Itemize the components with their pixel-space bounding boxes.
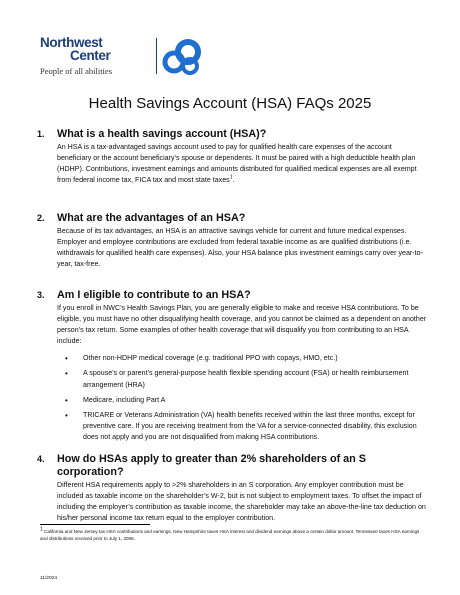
faq-number: 4. <box>37 454 45 464</box>
faq-item-1 <box>37 128 427 186</box>
list-item: • TRICARE or Veterans Administration (VA) health benefits received within the last three months, except for preventive care. If you are receiving treatment from the VA for a service-connected disability, this exclusion does not apply and you are not disqualified from making HSA contributions. <box>57 410 427 443</box>
faq-item-2 <box>37 212 427 270</box>
list-item: • Medicare, including Part A <box>57 395 427 406</box>
faq-item-4 <box>37 453 427 524</box>
disqualifying-coverage-list <box>57 353 427 443</box>
faq-answer: Because of its tax advantages, an HSA is an attractive savings vehicle for current and future medical expenses. Employer and employee contributions are excluded from federal taxable income as are qualified distributions (i.e. withdrawals for qualified health care expenses). Also, your HSA balance plus investment earnings carry over year-to-year, tax-free. <box>57 227 423 269</box>
faq-answer: An HSA is a tax-advantaged savings account used to pay for qualified health care expenses of the account beneficiary or the account beneficiary’s spouse or dependents. It must be paired with a high deductible health plan (HDHP). Contributions, investment earnings and amounts distributed for qualified medical expenses are all exempt from federal income tax, FICA tax and most state taxes$^1$. <box>57 143 417 185</box>
faq-answer-text: An HSA is a tax-advantaged savings account used to pay for qualified health care expenses of the account beneficiary or the account beneficiary’s spouse or dependents. It must be paired with a high deductible health plan (HDHP). Contributions, investment earnings and amounts distributed for qualified medical expenses are all exempt from federal income tax, FICA tax and most state taxes <box>57 143 417 185</box>
footnote-marker: 1 <box>40 526 43 533</box>
logo-divider <box>156 38 157 74</box>
logo-line-2: Center <box>70 48 111 63</box>
faq-heading: What are the advantages of an HSA? <box>57 212 246 224</box>
faq-answer: Different HSA requirements apply to >2% shareholders in an S corporation. Any employer contribution must be included as taxable income on the shareholder’s W-2, but is not subject to employment taxes. To offset the impact of including the employer’s contribution as taxable income, the shareholder may take an above-the-line tax deduction on his/her personal income tax return equal to the employer contribution. <box>57 481 426 523</box>
faq-number: 3. <box>37 290 45 300</box>
faq-heading: Am I eligible to contribute to an HSA? <box>57 289 251 301</box>
faq-number: 1. <box>37 129 45 139</box>
faq-answer: If you enroll in NWC’s Health Savings Plan, you are generally eligible to make and receive HSA contributions. To be eligible, you must have no other disqualifying health coverage, and you cannot be claimed as a dependent on another person’s tax return. Some examples of other health coverage that will disqualify you from contributing to an HSA include: <box>57 304 427 346</box>
page-title: Health Savings Account (HSA) FAQs 2025 <box>88 95 372 112</box>
logo-tagline: People of all abilities <box>40 66 112 76</box>
list-item: • A spouse’s or parent’s general-purpose health flexible spending account (FSA) or health reimbursement arrangement (HRA) <box>57 368 427 390</box>
faq-number: 2. <box>37 213 45 223</box>
footnote <box>40 528 420 542</box>
northwest-center-swirl-icon <box>162 36 202 76</box>
list-item: • Other non-HDHP medical coverage (e.g. traditional PPO with copays, HMO, etc.) <box>57 353 427 364</box>
footnote-divider <box>40 524 150 525</box>
logo-line-1: Northwest <box>40 35 103 50</box>
faq-heading: What is a health savings account (HSA)? <box>57 128 267 140</box>
footnote-text: California and New Jersey tax HSA contributions and earnings. New Hampshire taxes HSA interest and dividend earnings above a certain dollar amount. Tennessee taxes HSA earnings and distributions received prior to July 1, 2006. <box>40 529 420 541</box>
northwest-center-logo <box>40 36 160 80</box>
faq-item-3 <box>37 289 427 447</box>
footnote-ref: 1 <box>229 174 233 181</box>
faq-heading: How do HSAs apply to greater than 2% shareholders of an S corporation? <box>57 453 366 478</box>
document-date: 11/2024 <box>40 576 57 581</box>
